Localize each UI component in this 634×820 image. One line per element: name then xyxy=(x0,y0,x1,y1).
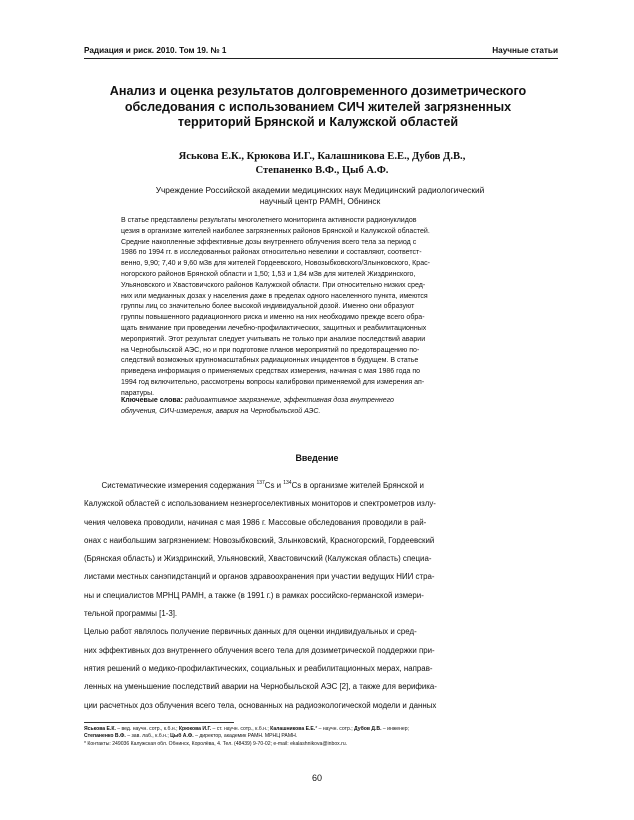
footnote-contacts: * Контакты: 249036 Калужская обл. Обнинск, Королёва, 4. Тел. (48439) 9-70-02; e-mail: ekalashnikova@inbox.ru. xyxy=(84,740,348,747)
affiliation-line: научный центр РАМН, Обнинск xyxy=(259,196,381,207)
body-line: Целью работ являлось получение первичных данных для оценки индивидуальных и сред- xyxy=(84,627,417,637)
keywords-label: Ключевые слова: xyxy=(121,397,183,404)
abstract-line: Ульяновского и Хвастовичского районов Калужской области. При относительно низких сред- xyxy=(121,281,426,289)
affiliation xyxy=(110,185,530,208)
abstract-line: на Чернобыльской АЭС, но и при подготовке планов мероприятий по предотвращению по- xyxy=(121,346,420,354)
abstract-line: мероприятий. Этот результат следует учитывать не только при анализе последствий аварии xyxy=(121,335,426,343)
abstract-line: ногорского районов Брянской области и 1,50; 1,53 и 1,84 мЗв для жителей Жиздринского, xyxy=(121,270,416,278)
body-line: них эффективных доз внутреннего облучения всего тела для дозиметрической поддержки при- xyxy=(84,645,435,655)
affiliation-line: Учреждение Российской академии медицинских наук Медицинский радиологический xyxy=(155,185,485,195)
abstract xyxy=(121,216,543,400)
title-line: Анализ и оценка результатов долговременного дозиметрического xyxy=(109,84,527,98)
authors-line: Яськова Е.К., Крюкова И.Г., Калашникова Е.Е., Дубов Д.В., xyxy=(178,151,466,162)
title-line: обследования с использованием СИЧ жителей загрязненных xyxy=(124,99,512,114)
authors xyxy=(110,150,534,178)
abstract-line: приведена информация о применяемых средствах измерения, начиная с мая 1986 года по xyxy=(121,368,421,376)
footnote xyxy=(84,726,544,748)
body-line: Систематические измерения содержания $^{137}$Cs и $^{134}$Cs в организме жителей Брянской и xyxy=(101,480,424,490)
authors-line: Степаненко В.Ф., Цыб А.Ф. xyxy=(255,165,389,176)
body-line: онах с наибольшим загрязнением: Новозыбковский, Злынковский, Красногорский, Гордеевский xyxy=(84,535,435,545)
abstract-line: 1986 по 1994 гг. в исследованных районах относительно невелики и составляют, соответст- xyxy=(121,249,422,257)
body-line: ленных на уменьшение последствий аварии на Чернобыльской АЭС [2], а также для верифика- xyxy=(84,682,437,692)
body-line: тельной программы [1-3]. xyxy=(84,609,178,619)
body-line: ны и специалистов МРНЦ РАМН, а также (в 1991 г.) в рамках российско-германской измери- xyxy=(84,590,424,600)
body-line: Калужской областей с использованием незнергоселективных мониторов и спектрометров излу- xyxy=(84,499,436,509)
keywords-text: радиоактивное загрязнение, эффективная доза внутреннего xyxy=(184,397,394,404)
running-header xyxy=(84,46,558,59)
abstract-line: цезия в организме жителей наиболее загрязненных районов Брянской и Калужской областей. xyxy=(121,227,430,235)
keywords-text: облучения, СИЧ-измерения, авария на Чернобыльской АЭС. xyxy=(121,407,321,415)
body-line: (Брянская область) и Жиздринский, Ульяновский, Хвастовичский (Калужская область) специа- xyxy=(84,554,432,564)
body-line: ции расчетных доз облучения всего тела, основанных на радиоэкологической модели и данных xyxy=(84,700,437,710)
abstract-line: В статье представлены результаты многолетнего мониторинга активности радионуклидов xyxy=(121,217,417,224)
introduction-body xyxy=(84,474,544,715)
abstract-line: 1994 год включительно, рассмотрены вопросы калибровки применяемой для измерения ап- xyxy=(121,378,425,386)
body-line: чения человека проводили, начиная с мая 1986 г. Массовые обследования проводили в рай- xyxy=(84,517,427,527)
section-name: Научные статьи xyxy=(492,46,558,55)
abstract-line: группы повышенного радиационного риска и именно на них необходимо прежде всего обра- xyxy=(121,314,425,322)
article-title xyxy=(92,84,544,131)
abstract-line: паратуры. xyxy=(121,389,155,397)
abstract-line: венно, 9,90; 7,40 и 9,60 мЗв для жителей Гордеевского, Новозыбковского/Злынковского, Крас- xyxy=(121,260,430,268)
section-heading-introduction: Введение xyxy=(295,453,339,463)
abstract-line: следствий возможных крупномасштабных радиационных инцидентов в будущем. В статье xyxy=(121,357,419,365)
body-line: листами местных санэпидстанций и органов здравоохранения при участии ведущих НИИ стра- xyxy=(84,572,435,582)
abstract-line: группы лиц со значительно более высокой индивидуальной дозой. Именно они образуют xyxy=(121,303,415,311)
footnote-authors-line: Степаненко В.Ф. – зав. лаб., к.б.н.; Цыб А.Ф. – директор, академик РАМН. МРНЦ РАМН. xyxy=(84,733,298,740)
abstract-line: них или медианных дозах у населения даже в пределах одного населенного пункта, имеются xyxy=(121,292,428,300)
body-line: нятия решений о медико-профилактических, социальных и реабилитационных мерах, направ- xyxy=(84,663,433,673)
footnote-rule xyxy=(84,722,234,723)
footnote-authors-line: Яськова Е.К. – вед. научн. сотр., к.б.н.; Крюкова И.Г. – ст. научн. сотр., к.б.н.; Калашникова Е.Е.* – научн. сотр.; Дубов Д.В. – инженер; xyxy=(84,726,409,732)
abstract-line: Средние накопленные эффективные дозы внутреннего облучения всего тела за период с xyxy=(121,238,417,246)
journal-reference: Радиация и риск. 2010. Том 19. № 1 xyxy=(84,46,227,55)
abstract-line: щать внимание при проведении лечебно-профилактических, защитных и реабилитационных xyxy=(121,324,427,332)
title-line: территорий Брянской и Калужской областей xyxy=(177,115,459,129)
page-number: 60 xyxy=(311,773,322,783)
keywords xyxy=(121,396,543,418)
